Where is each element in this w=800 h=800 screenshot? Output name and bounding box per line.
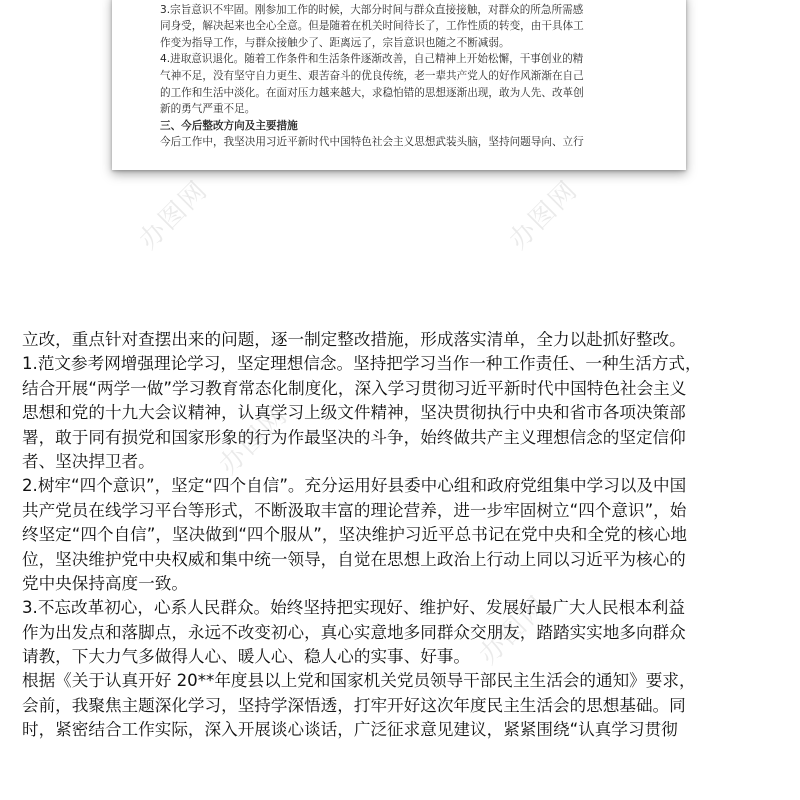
- body-line: 3.不忘改革初心，心系人民群众。始终坚持把实现好、维护好、发展好最广大人民根本利益: [22, 598, 685, 618]
- preview-line: 新的勇气严重不足。: [160, 103, 256, 116]
- preview-line: 的工作和生活中淡化。在面对压力越来越大，求稳怕错的思想逐渐出现，敢为人先、改革创: [160, 86, 584, 99]
- preview-line: 同身受，解决起来也全心全意。但是随着在机关时间待长了，工作性质的转变，由干具体工: [160, 20, 584, 33]
- preview-line: 作变为指导工作，与群众接触少了、距离远了，宗旨意识也随之不断减弱。: [160, 36, 510, 49]
- body-line: 1.范文参考网增强理论学习，坚定理想信念。坚持把学习当作一种工作责任、一种生活方式，: [22, 354, 702, 374]
- watermark: 办图网: [213, 399, 295, 481]
- body-line: 署，敢于同有损党和国家形象的行为作最坚决的斗争，始终做共产主义理想信念的坚定信仰: [22, 427, 686, 447]
- body-line: 者、坚决捍卫者。: [22, 451, 155, 471]
- section-heading: 三、今后整改方向及主要措施: [160, 119, 298, 132]
- preview-text: [160, 0, 660, 151]
- body-line: 结合开展“两学一做”学习教育常态化制度化，深入学习贯彻习近平新时代中国特色社会主义: [22, 378, 687, 398]
- document-body: [22, 328, 792, 743]
- preview-line: 4.进取意识退化。随着工作条件和生活条件逐渐改善，自己精神上开始松懈，干事创业的精: [160, 53, 584, 66]
- body-line: 根据《关于认真开好 20**年度县以上党和国家机关党员领导干部民主生活会的通知》要求，: [22, 671, 696, 691]
- body-line: 位，坚决维护党中央权威和集中统一领导，自觉在思想上政治上行动上同以习近平为核心的: [22, 549, 686, 569]
- body-line: 会前，我聚焦主题深化学习，坚持学深悟透，打牢开好这次年度民主生活会的思想基础。同: [22, 695, 686, 715]
- body-line: 作为出发点和落脚点，永远不改变初心，真心实意地多同群众交朋友，踏踏实实地多向群众: [22, 622, 686, 642]
- watermark: 办图网: [133, 174, 215, 256]
- preview-line: 3.宗旨意识不牢固。刚参加工作的时候，大部分时间与群众直接接触，对群众的所急所需感: [160, 3, 584, 16]
- document-preview-card: [112, 0, 686, 170]
- preview-line: 今后工作中，我坚决用习近平新时代中国特色社会主义思想武装头脑，坚持问题导向、立行: [160, 136, 584, 149]
- body-line: 请教，下大力气多做得人心、暖人心、稳人心的实事、好事。: [22, 647, 471, 667]
- preview-line: 气神不足，没有坚守自力更生、艰苦奋斗的优良传统，老一辈共产党人的好作风渐渐在自己: [160, 69, 584, 82]
- body-line: 立改，重点针对查摆出来的问题，逐一制定整改措施，形成落实清单，全力以赴抓好整改。: [22, 330, 686, 349]
- body-line: 思想和党的十九大会议精神，认真学习上级文件精神，坚决贯彻执行中央和省市各项决策部: [22, 403, 686, 423]
- watermark: 办图网: [503, 174, 585, 256]
- preview-area: [0, 0, 800, 260]
- body-line: 2.树牢“四个意识”，坚定“四个自信”。充分运用好县委中心组和政府党组集中学习以及中国: [22, 476, 687, 496]
- body-line: 时，紧密结合工作实际，深入开展谈心谈话，广泛征求意见建议，紧紧围绕“认真学习贯彻: [22, 720, 678, 740]
- body-line: 党中央保持高度一致。: [22, 573, 188, 593]
- body-line: 终坚定“四个自信”，坚决做到“四个服从”，坚决维护习近平总书记在党中央和全党的核心地: [22, 525, 687, 545]
- watermark: 办图网: [473, 589, 555, 671]
- body-line: 共产党员在线学习平台等形式，不断汲取丰富的理论营养，进一步牢固树立“四个意识”，始: [22, 500, 687, 520]
